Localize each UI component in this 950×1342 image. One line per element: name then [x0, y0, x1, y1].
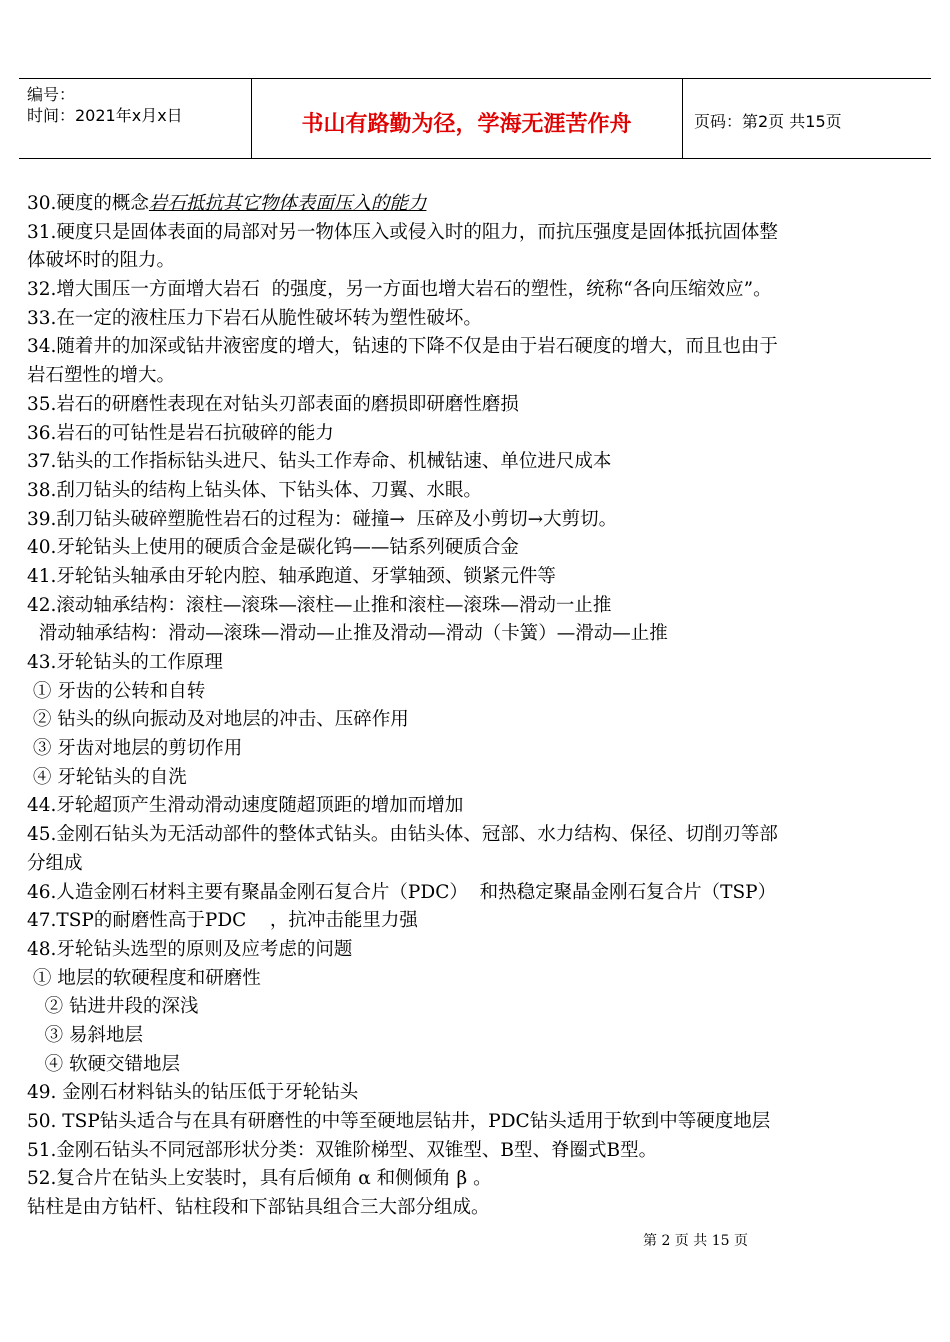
line-text: 30.硬度的概念: [27, 193, 149, 214]
line-text: ③ 易斜地层: [27, 1024, 144, 1046]
line-text: 31.硬度只是固体表面的局部对另一物体压入或侵入时的阻力，而抗压强度是固体抵抗固体整: [27, 221, 778, 243]
line-text: 39.刮刀钻头破碎塑脆性岩石的过程为：碰撞→ 压碎及小剪切→大剪切。: [27, 508, 618, 530]
text-line: [27, 1051, 927, 1080]
line-text: 滑动轴承结构：滑动—滚珠—滑动—止推及滑动—滑动（卡簧）—滑动—止推: [27, 623, 668, 645]
line-text: 37.钻头的工作指标钻头进尺、钻头工作寿命、机械钻速、单位进尺成本: [27, 451, 612, 473]
text-line: [27, 1165, 927, 1194]
text-line: [27, 965, 927, 994]
time-label: 时间：2021年x月x日: [27, 106, 183, 125]
text-line: [27, 879, 927, 908]
line-text: 38.刮刀钻头的结构上钻头体、下钻头体、刀翼、水眼。: [27, 479, 482, 501]
line-text: 44.牙轮超顶产生滑动滑动速度随超顶距的增加而增加: [27, 795, 464, 817]
line-text: 48.牙轮钻头选型的原则及应考虑的问题: [27, 938, 353, 960]
text-line: [27, 821, 927, 850]
text-line: [27, 477, 927, 506]
text-line: [27, 649, 927, 678]
emphasized-answer: 岩石抵抗其它物体表面压入的能力: [148, 193, 427, 214]
text-line: [27, 506, 927, 535]
text-line: [27, 391, 927, 420]
text-line: [27, 276, 927, 305]
text-line: [27, 764, 927, 793]
line-text: 33.在一定的液柱压力下岩石从脆性破坏转为塑性破坏。: [27, 307, 482, 329]
text-line: [27, 678, 927, 707]
line-text: 47.TSP的耐磨性高于PDC ，抗冲击能里力强: [27, 910, 418, 932]
text-line: [27, 1137, 927, 1166]
line-text: 36.岩石的可钻性是岩石抗破碎的能力: [27, 422, 334, 444]
line-text: 49. 金刚石材料钻头的钻压低于牙轮钻头: [27, 1082, 359, 1104]
text-line: [27, 592, 927, 621]
line-text: ① 地层的软硬程度和研磨性: [27, 967, 261, 989]
line-text: 32.增大围压一方面增大岩石 的强度，另一方面也增大岩石的塑性，统称“各向压缩效应”。: [27, 279, 772, 301]
text-line: [27, 907, 927, 936]
text-line: [27, 735, 927, 764]
text-line: [27, 247, 927, 276]
line-text: ② 钻进井段的深浅: [27, 996, 199, 1018]
line-text: 分组成: [27, 852, 83, 874]
text-line: [27, 563, 927, 592]
header-info-cell: [19, 79, 252, 158]
page-code: 页码：第2页 共15页: [694, 112, 842, 131]
text-line: [27, 362, 927, 391]
line-text: 41.牙轮钻头轴承由牙轮内腔、轴承跑道、牙掌轴颈、锁紧元件等: [27, 565, 556, 587]
line-text: ① 牙齿的公转和自转: [27, 680, 206, 702]
line-text: 51.金刚石钻头不同冠部形状分类：双锥阶梯型、双锥型、B型、脊圈式B型。: [27, 1139, 658, 1161]
text-line: [27, 190, 927, 219]
line-text: ④ 软硬交错地层: [27, 1053, 181, 1075]
line-text: 岩石塑性的增大。: [27, 365, 176, 387]
number-label: 编号：: [27, 85, 76, 104]
text-line: [27, 620, 927, 649]
line-text: 体破坏时的阻力。: [27, 250, 176, 272]
header-table: [19, 78, 931, 159]
line-text: 35.岩石的研磨性表现在对钻头刃部表面的磨损即研磨性磨损: [27, 393, 519, 415]
line-text: 45.金刚石钻头为无活动部件的整体式钻头。由钻头体、冠部、水力结构、保径、切削刃等部: [27, 824, 778, 846]
text-line: [27, 1194, 927, 1223]
line-text: 50. TSP钻头适合与在具有研磨性的中等至硬地层钻井，PDC钻头适用于软到中等硬度地层: [27, 1111, 771, 1132]
text-line: [27, 534, 927, 563]
text-line: [27, 420, 927, 449]
text-line: [27, 706, 927, 735]
line-text: 42.滚动轴承结构：滚柱—滚珠—滚柱—止推和滚柱—滚珠—滑动一止推: [27, 594, 612, 616]
line-text: ③ 牙齿对地层的剪切作用: [27, 738, 243, 760]
line-text: 43.牙轮钻头的工作原理: [27, 652, 223, 673]
text-line: [27, 993, 927, 1022]
line-text: 52.复合片在钻头上安装时，具有后倾角 α 和侧倾角 β 。: [27, 1168, 492, 1190]
header-page-cell: [682, 79, 931, 158]
text-line: [27, 792, 927, 821]
text-line: [27, 850, 927, 879]
line-text: ② 钻头的纵向振动及对地层的冲击、压碎作用: [27, 709, 409, 731]
motto: 书山有路勤为径，学海无涯苦作舟: [301, 112, 632, 137]
line-text: ④ 牙轮钻头的自洗: [27, 766, 187, 788]
line-text: 钻柱是由方钻杆、钻柱段和下部钻具组合三大部分组成。: [27, 1197, 490, 1219]
text-line: [27, 1079, 927, 1108]
text-line: [27, 305, 927, 334]
text-line: [27, 219, 927, 248]
line-text: 46.人造金刚石材料主要有聚晶金刚石复合片（PDC） 和热稳定聚晶金刚石复合片（TSP）: [27, 881, 777, 903]
line-text: 40.牙轮钻头上使用的硬质合金是碳化钨——钴系列硬质合金: [27, 537, 519, 559]
page-footer: 第 2 页 共 15 页: [643, 1233, 748, 1249]
text-line: [27, 333, 927, 362]
document-body: [27, 190, 927, 1223]
text-line: [27, 1108, 927, 1137]
text-line: [27, 448, 927, 477]
text-line: [27, 936, 927, 965]
text-line: [27, 1022, 927, 1051]
header-motto-cell: [251, 79, 683, 158]
line-text: 34.随着井的加深或钻井液密度的增大，钻速的下降不仅是由于岩石硬度的增大，而且也由于: [27, 336, 778, 358]
